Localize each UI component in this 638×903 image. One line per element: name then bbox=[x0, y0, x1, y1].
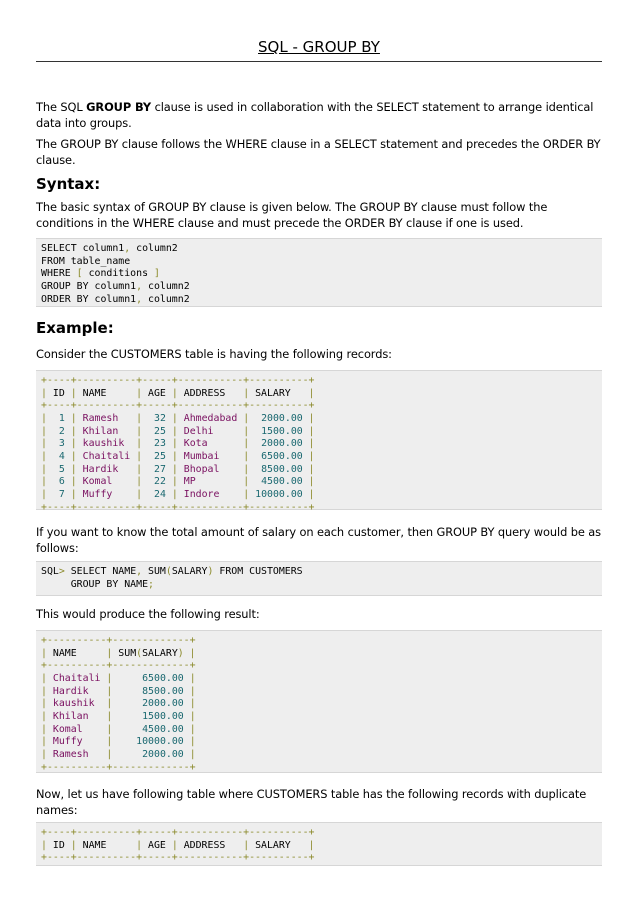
title-divider bbox=[36, 61, 602, 62]
duplicate-names-description: Now, let us have following table where CUSTOMERS table has the following records with duplicate names: bbox=[36, 787, 587, 817]
example-heading: Example: bbox=[36, 319, 114, 337]
duplicate-table: +----+----------+-----+-----------+----------+ | ID | NAME | AGE | ADDRESS | SALARY | +----+----------+-----+-----------+----------+ bbox=[41, 827, 315, 864]
result-table: +----------+-------------+ | NAME | SUM(SALARY) | +----------+-------------+ | Chaitali | 6500.00 | | Hardik | 8500.00 | | kaushik | 2000.00 | | Khilan | 1500.00 | | Komal | 4500.00 | | Muffy | 10000.00 | | Ramesh | 2000.00 | +----------+-------------+ bbox=[41, 635, 196, 773]
intro-text-start: The SQL bbox=[36, 100, 87, 114]
query-code-block bbox=[36, 561, 602, 596]
page-title: SQL - GROUP BY bbox=[258, 38, 380, 56]
syntax-code-block bbox=[36, 238, 602, 307]
query-description: If you want to know the total amount of salary on each customer, then GROUP BY query would be as follows: bbox=[36, 525, 601, 555]
intro-paragraph bbox=[36, 99, 602, 131]
syntax-code: SELECT column1, column2 FROM table_name WHERE [ conditions ] GROUP BY column1, column2 ORDER BY column1, column2 bbox=[41, 243, 190, 305]
result-description: This would produce the following result: bbox=[36, 607, 260, 621]
group-by-query: SQL> SELECT NAME, SUM(SALARY) FROM CUSTOMERS GROUP BY NAME; bbox=[41, 566, 303, 590]
intro-text-end: clause is used in collaboration with the SELECT statement to arrange identical data into groups. bbox=[36, 100, 594, 130]
intro-keyword: GROUP BY bbox=[86, 100, 152, 114]
syntax-description: The basic syntax of GROUP BY clause is given below. The GROUP BY clause must follow the conditions in the WHERE clause and must precede the ORDER BY clause if one is used. bbox=[36, 200, 548, 230]
syntax-heading: Syntax: bbox=[36, 175, 101, 193]
customers-table: +----+----------+-----+-----------+----------+ | ID | NAME | AGE | ADDRESS | SALARY | +----+----------+-----+-----------+----------+ | 1 | Ramesh | 32 | Ahmedabad | 2000.00 | | 2 | Khilan | 25 | Delhi | 1500.00 | | 3 | kaushik | 23 | Kota | 2000.00 | | 4 | Chaitali | 25 | Mumbai | 6500.00 | | 5 | Hardik | 27 | Bhopal | 8500.00 | | 6 | Komal | 22 | MP | 4500.00 | | 7 | Muffy | 24 | Indore | 10000.00 | +----+----------+-----+-----------+----------+ bbox=[41, 375, 315, 513]
duplicate-table-block bbox=[36, 822, 602, 866]
result-table-block bbox=[36, 630, 602, 773]
example-description: Consider the CUSTOMERS table is having the following records: bbox=[36, 347, 392, 361]
group-by-order-paragraph: The GROUP BY clause follows the WHERE clause in a SELECT statement and precedes the ORDER BY clause. bbox=[36, 137, 601, 167]
customers-table-block bbox=[36, 370, 602, 513]
